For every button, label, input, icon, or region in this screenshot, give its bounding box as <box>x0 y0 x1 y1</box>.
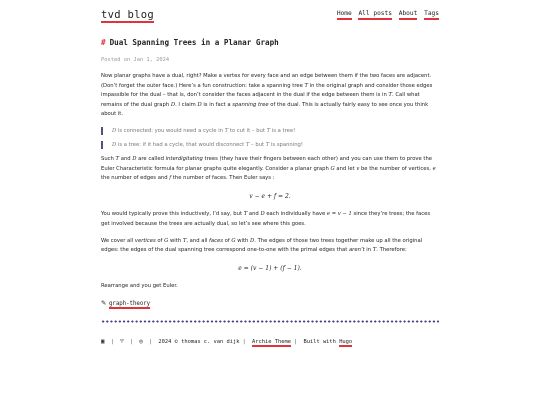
nav-home[interactable]: Home <box>337 10 352 20</box>
post-body <box>101 72 439 310</box>
post-date: Posted on Jan 1, 2024 <box>101 57 170 63</box>
post-title <box>101 38 279 47</box>
paragraph-1: Now planar graphs have a dual, right? Make a vertex for every face and an edge between them if the two faces are adjacent. (Don’t forget the outer face.) Here’s a fun construction: take a spanning tree T in the original graph and consider those edges impassible for the dual – that is, don’t consider the faces adjacent in the dual if the edge between them is in T. Call what remains of the dual graph D. I claim D is in fact a spanning tree of the dual. This is actually fairly easy to see once you think about it. <box>101 73 433 118</box>
nav-about[interactable]: About <box>399 10 418 20</box>
equation-euler: v − e + f = 2. <box>249 192 291 200</box>
site-title[interactable]: tvd blog <box>101 9 154 21</box>
archie-theme-link[interactable]: Archie Theme <box>252 339 291 345</box>
paragraph-5: Rearrange and you get Euler. <box>101 283 178 290</box>
tag-icon: ✎ <box>101 298 107 307</box>
nav-all-posts[interactable]: All posts <box>358 10 392 20</box>
main-nav <box>334 10 439 17</box>
quote-tree: D is a tree: if it had a cycle, that would disconnect T – but T is spanning! <box>101 141 439 149</box>
post-title-text: Dual Spanning Trees in a Planar Graph <box>109 38 279 47</box>
github-icon[interactable]: ◎ <box>139 338 143 345</box>
site-header <box>101 0 439 28</box>
dotted-divider <box>101 320 439 323</box>
quote-connected: D is connected: you would need a cycle in T to cut it – but T is a tree! <box>101 127 439 135</box>
footer-separator: | <box>293 339 298 345</box>
paragraph-4: We cover all vertices of G with T, and all faces of G with D. The edges of those two trees together make up all the original edges: the edges of the dual spanning tree correspond one-to-one with the primal edges that aren’t in T. Therefore: <box>101 237 423 254</box>
paragraph-2: Such T and D are called interdigitating trees (they have their fingers between each other) and you can use them to prove the Euler Characteristic formula for planar graphs quite elegantly. Consider a planar graph G and let v be the number of vertices, e the number of edges and f the number of faces. Then Euler says : <box>101 155 436 182</box>
youtube-icon[interactable]: ▣ <box>101 338 105 345</box>
built-with-label: Built with <box>303 339 336 345</box>
paragraph-3: You would typically prove this inductively, I’d say, but T and D each individually have e = v − 1 since they’re trees; the faces get involved because the trees are actually dual, so let’s see where this goes. <box>101 211 431 227</box>
tag-row <box>101 299 439 310</box>
hugo-link[interactable]: Hugo <box>339 339 353 345</box>
footer-separator: | <box>242 339 246 345</box>
footer-separator: | <box>110 339 114 345</box>
site-footer <box>101 338 352 345</box>
equation-sum: e = (v − 1) + (f − 1). <box>238 264 302 272</box>
footer-separator: | <box>148 339 153 345</box>
nav-tags[interactable]: Tags <box>424 10 439 20</box>
footer-separator: | <box>129 339 133 345</box>
twitter-icon[interactable]: ♈ <box>120 338 124 345</box>
heading-hash: # <box>101 38 106 47</box>
tag-graph-theory[interactable]: graph-theory <box>109 300 151 307</box>
footer-copyright: 2024 © thomas c. van dijk <box>158 339 240 345</box>
page <box>101 0 439 345</box>
